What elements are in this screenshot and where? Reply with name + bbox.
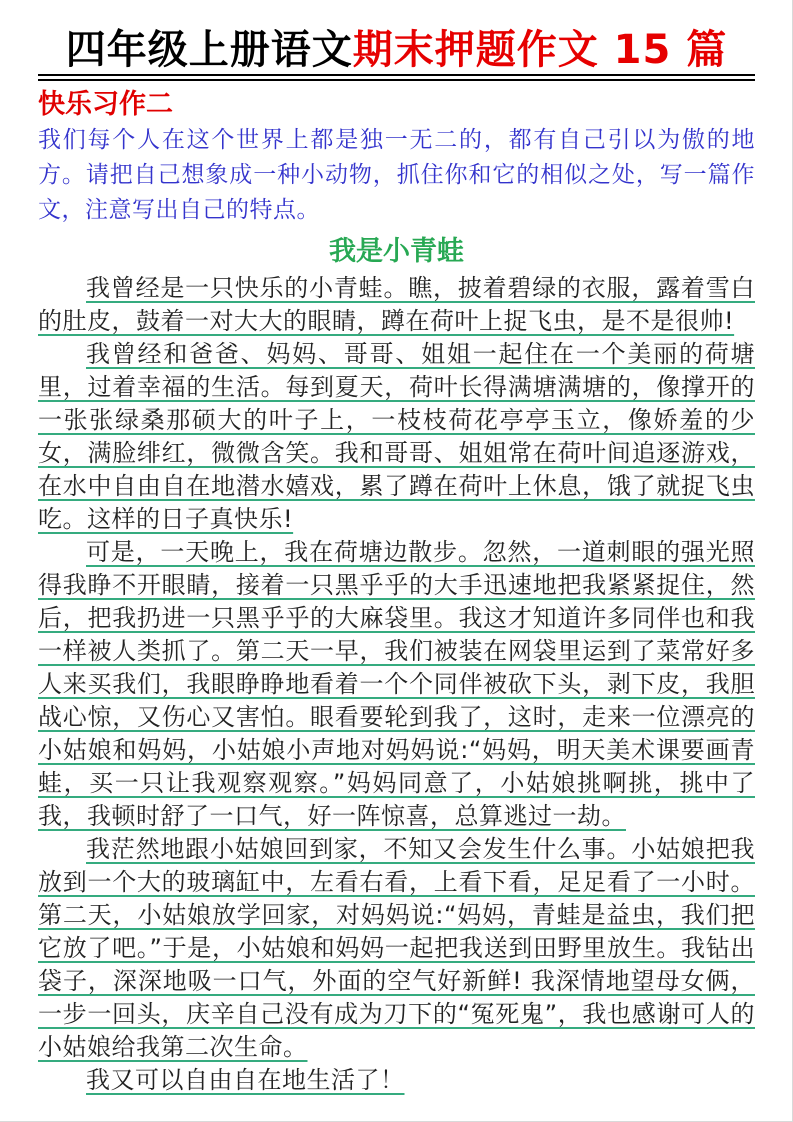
writing-prompt: 我们每个人在这个世界上都是独一无二的，都有自己引以为傲的地方。请把自己想象成一种小动物，抓住你和它的相似之处，写一篇作文，注意写出自己的特点。 (38, 126, 755, 223)
essay-paragraph-1: 我曾经是一只快乐的小青蛙。瞧，披着碧绿的衣服，露着雪白的肚皮，鼓着一对大大的眼睛，蹲在荷叶上捉飞虫，是不是很帅! (38, 273, 755, 335)
essay-paragraph-4: 我茫然地跟小姑娘回到家，不知又会发生什么事。小姑娘把我放到一个大的玻璃缸中，左看右看，上看下看，足足看了一小时。第二天，小姑娘放学回家，对妈妈说:“妈妈，青蛙是益虫，我们把它放了吧。”于是，小姑娘和妈妈一起把我送到田野里放生。我钻出袋子，深深地吸一口气，外面的空气好新鲜! 我深情地望母女俩，一步一回头，庆辛自己没有成为刀下的“冤死鬼”，我也感谢可人的小姑娘给我第二次生命。 (38, 834, 755, 1061)
page-title-red-part: 期末押题作文 15 篇 (352, 27, 728, 73)
essay-paragraph-5: 我又可以自由自在地生活了！ (86, 1065, 405, 1094)
essay-title: 我是小青蛙 (329, 235, 464, 267)
essay-body (38, 272, 755, 1097)
essay-paragraph-2: 我曾经和爸爸、妈妈、哥哥、姐姐一起住在一个美丽的荷塘里，过着幸福的生活。每到夏天，荷叶长得满塘满塘的，像撑开的一张张绿桑那硕大的叶子上，一枝枝荷花亭亭玉立，像娇羞的少女，满脸绯红，微微含笑。我和哥哥、姐姐常在荷叶间追逐游戏，在水中自由自在地潜水嬉戏，累了蹲在荷叶上休息，饿了就捉飞虫吃。这样的日子真快乐! (38, 339, 755, 533)
title-divider (38, 74, 755, 81)
section-heading: 快乐习作二 (38, 88, 173, 120)
page-title (38, 28, 755, 73)
page-title-black-part: 四年级上册语文 (65, 27, 353, 73)
essay-paragraph-3: 可是，一天晚上，我在荷塘边散步。忽然，一道刺眼的强光照得我睁不开眼睛，接着一只黑乎乎的大手迅速地把我紧紧捉住，然后，把我扔进一只黑乎乎的大麻袋里。我这才知道许多同伴也和我一样被人类抓了。第二天一早，我们被装在网袋里运到了菜常好多人来买我们，我眼睁睁地看着一个个同伴被砍下头，剥下皮，我胆战心惊，又伤心又害怕。眼看要轮到我了，这时，走来一位漂亮的小姑娘和妈妈，小姑娘小声地对妈妈说:“妈妈，明天美术课要画青蛙，买一只让我观察观察。”妈妈同意了，小姑娘挑啊挑，挑中了我，我顿时舒了一口气，好一阵惊喜，总算逃过一劫。 (38, 537, 755, 830)
